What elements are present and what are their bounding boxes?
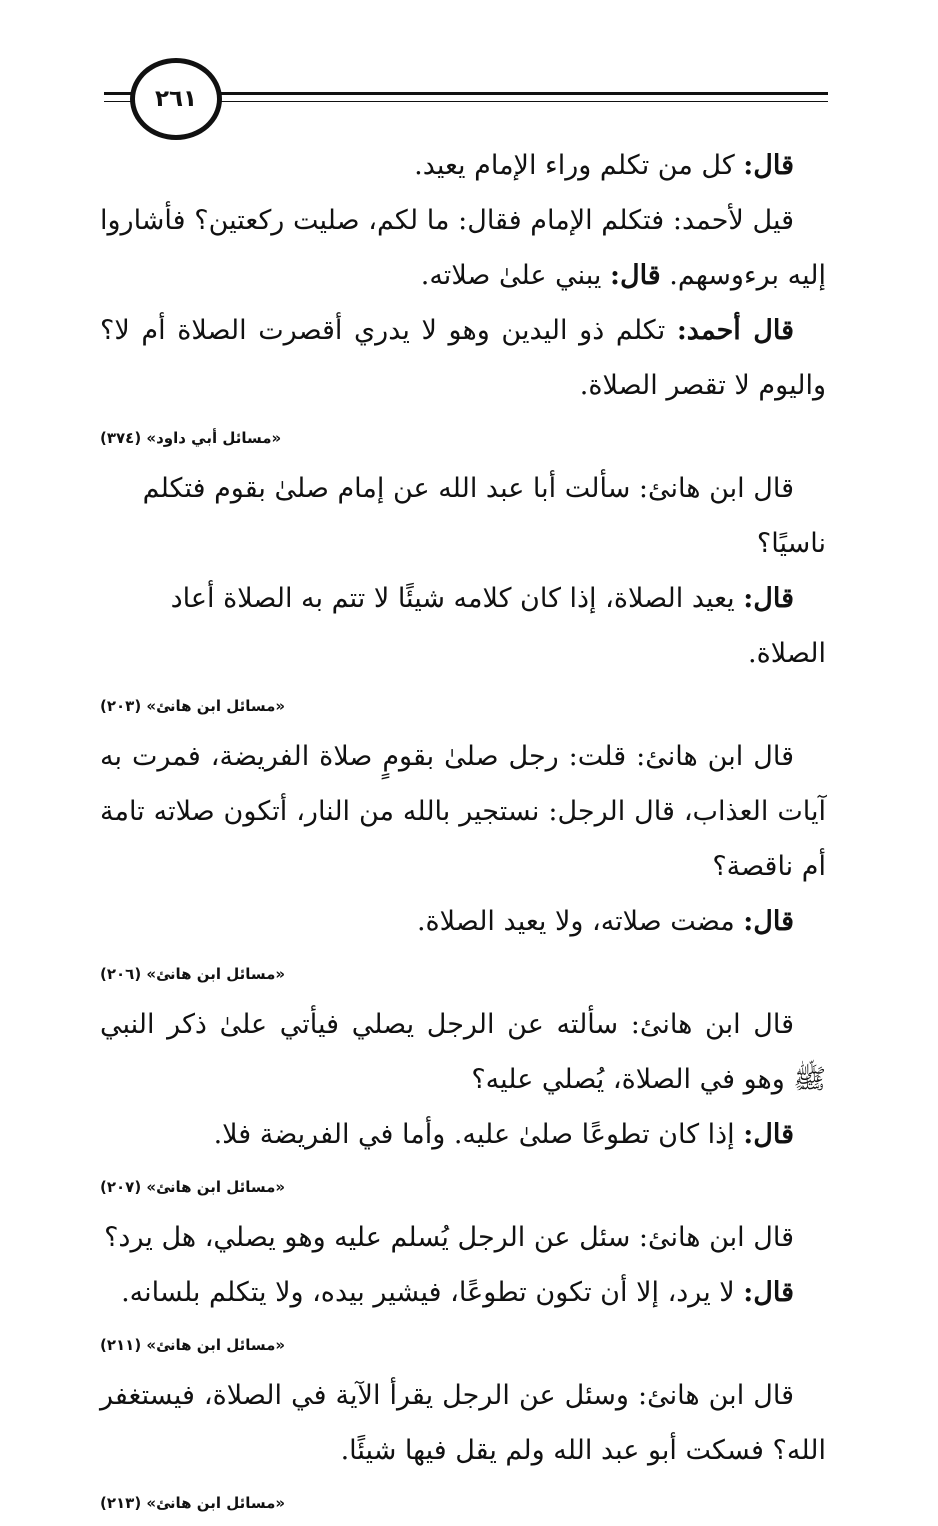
paragraph-text: قيل لأحمد: فتكلم الإمام فقال: ما لكم، صليت ركعتين؟ فأشاروا إليه برءوسهم. — [100, 205, 826, 291]
page-content — [100, 138, 826, 1526]
citation: «مسائل ابن هانئ» (٢١٣) — [100, 1494, 286, 1512]
entry-block — [100, 461, 826, 717]
entry-block — [100, 1368, 826, 1514]
paragraph — [100, 1210, 826, 1265]
speaker-label: قال: — [743, 583, 794, 614]
paragraph — [100, 729, 826, 894]
paragraph — [100, 1265, 826, 1320]
paragraph — [100, 571, 826, 681]
paragraph — [100, 138, 826, 193]
speaker-label: قال أحمد: — [676, 315, 794, 346]
paragraph-text: لا يرد، إلا أن تكون تطوعًا، فيشير بيده، ولا يتكلم بلسانه. — [121, 1277, 744, 1308]
paragraph — [100, 461, 826, 571]
speaker-label: قال: — [743, 1119, 794, 1150]
citation: «مسائل أبي داود» (٣٧٤) — [100, 429, 282, 447]
paragraph — [100, 997, 826, 1107]
paragraph-text: قال ابن هانئ: وسئل عن الرجل يقرأ الآية في الصلاة، فيستغفر الله؟ فسكت أبو عبد الله ولم يقل فيها شيئًا. — [100, 1380, 826, 1466]
paragraph — [100, 1107, 826, 1162]
speaker-label: قال: — [743, 150, 794, 181]
paragraph-text: تكلم ذو اليدين وهو لا يدري أقصرت الصلاة أم لا؟ واليوم لا تقصر الصلاة. — [100, 315, 826, 401]
paragraph — [100, 303, 826, 413]
paragraph-text: قال ابن هانئ: سألت أبا عبد الله عن إمام صلىٰ بقوم فتكلم ناسيًا؟ — [142, 473, 826, 559]
speaker-label: قال: — [743, 1277, 794, 1308]
paragraph-text: إذا كان تطوعًا صلىٰ عليه. وأما في الفريضة فلا. — [213, 1119, 744, 1150]
paragraph-text: كل من تكلم وراء الإمام يعيد. — [414, 150, 744, 181]
entry-block — [100, 997, 826, 1198]
entry-block — [100, 729, 826, 985]
paragraph-text: قال ابن هانئ: قلت: رجل صلىٰ بقومٍ صلاة الفريضة، فمرت به آيات العذاب، قال الرجل: نستجير بالله من النار، أتكون صلاته تامة أم ناقصة؟ — [100, 741, 826, 882]
entry-block — [100, 1210, 826, 1356]
citation: «مسائل ابن هانئ» (٢٠٦) — [100, 965, 286, 983]
paragraph-text: قال ابن هانئ: سألته عن الرجل يصلي فيأتي علىٰ ذكر النبي ﷺ وهو في الصلاة، يُصلي عليه؟ — [100, 1009, 826, 1095]
speaker-label: قال: — [609, 260, 661, 291]
paragraph-text: مضت صلاته، ولا يعيد الصلاة. — [416, 906, 744, 937]
citation: «مسائل ابن هانئ» (٢١١) — [100, 1336, 286, 1354]
paragraph-text: يعيد الصلاة، إذا كان كلامه شيئًا لا تتم به الصلاة أعاد الصلاة. — [170, 583, 826, 669]
paragraph-text: قال ابن هانئ: سئل عن الرجل يُسلم عليه وهو يصلي، هل يرد؟ — [104, 1222, 794, 1253]
paragraph — [100, 1368, 826, 1478]
citation: «مسائل ابن هانئ» (٢٠٣) — [100, 697, 286, 715]
speaker-label: قال: — [743, 906, 794, 937]
paragraph — [100, 193, 826, 303]
page-number-badge — [130, 58, 222, 140]
page-number: ٢٦١ — [154, 86, 198, 112]
entry-block — [100, 138, 826, 449]
paragraph-text: يبني علىٰ صلاته. — [420, 260, 610, 291]
paragraph — [100, 894, 826, 949]
citation: «مسائل ابن هانئ» (٢٠٧) — [100, 1178, 286, 1196]
